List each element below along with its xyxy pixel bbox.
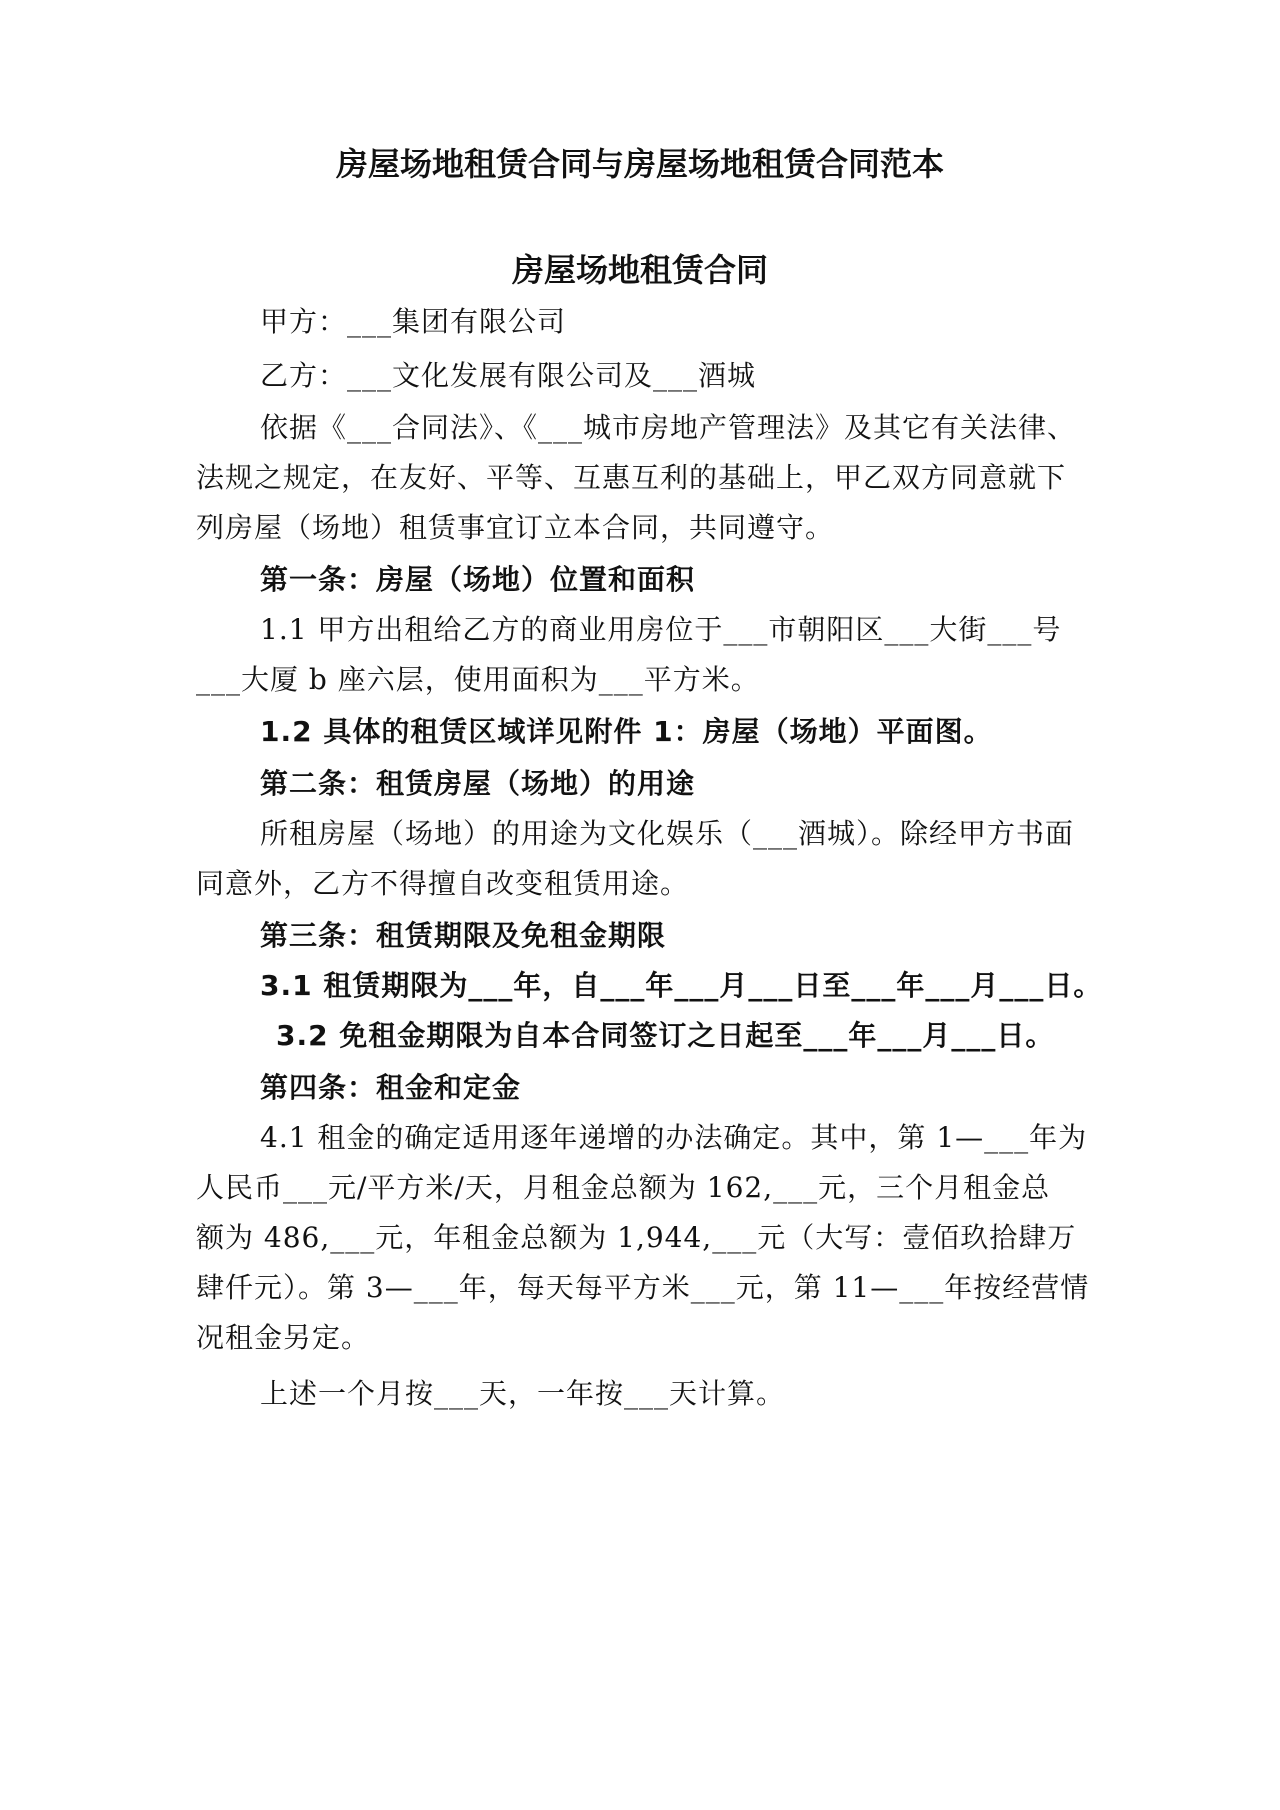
paragraph-line: 依据《___合同法》、《___城市房地产管理法》及其它有关法律、	[260, 411, 1077, 444]
paragraph-line: 况租金另定。	[196, 1321, 371, 1354]
article-heading: 第三条：租赁期限及免租金期限	[260, 919, 667, 952]
clause-line: 3.2 免租金期限为自本合同签订之日起至___年___月___日。	[276, 1019, 1055, 1052]
clause-line: 1.2 具体的租赁区域详见附件 1：房屋（场地）平面图。	[260, 715, 993, 748]
paragraph-line: 1.1 甲方出租给乙方的商业用房位于___市朝阳区___大街___号	[260, 613, 1062, 646]
clause-line: 3.1 租赁期限为___年，自___年___月___日至___年___月___日。	[260, 969, 1103, 1002]
paragraph-line: 同意外，乙方不得擅自改变租赁用途。	[196, 867, 690, 900]
party-a-line: 甲方：___集团有限公司	[260, 305, 567, 338]
paragraph-line: 肆仟元）。第 3—___年，每天每平方米___元，第 11—___年按经营情	[196, 1271, 1090, 1304]
paragraph-line: 额为 486,___元，年租金总额为 1,944,___元（大写：壹佰玖拾肆万	[196, 1221, 1077, 1254]
paragraph-line: 法规之规定，在友好、平等、互惠互利的基础上，甲乙双方同意就下	[196, 461, 1067, 494]
document-main-title: 房屋场地租赁合同与房屋场地租赁合同范本	[335, 145, 944, 183]
article-heading: 第二条：租赁房屋（场地）的用途	[260, 767, 696, 800]
paragraph-line: 4.1 租金的确定适用逐年递增的办法确定。其中，第 1—___年为	[260, 1121, 1088, 1154]
paragraph-line: 所租房屋（场地）的用途为文化娱乐（___酒城）。除经甲方书面	[260, 817, 1075, 850]
party-b-line: 乙方：___文化发展有限公司及___酒城	[260, 359, 757, 392]
article-heading: 第一条：房屋（场地）位置和面积	[260, 563, 696, 596]
paragraph-line: 人民币___元/平方米/天，月租金总额为 162,___元，三个月租金总	[196, 1171, 1051, 1204]
paragraph-line: 上述一个月按___天，一年按___天计算。	[260, 1377, 786, 1410]
paragraph-line: 列房屋（场地）租赁事宜订立本合同，共同遵守。	[196, 511, 835, 544]
article-heading: 第四条：租金和定金	[260, 1071, 522, 1104]
paragraph-line: ___大厦 b 座六层，使用面积为___平方米。	[196, 663, 760, 696]
contract-title: 房屋场地租赁合同	[511, 251, 768, 289]
